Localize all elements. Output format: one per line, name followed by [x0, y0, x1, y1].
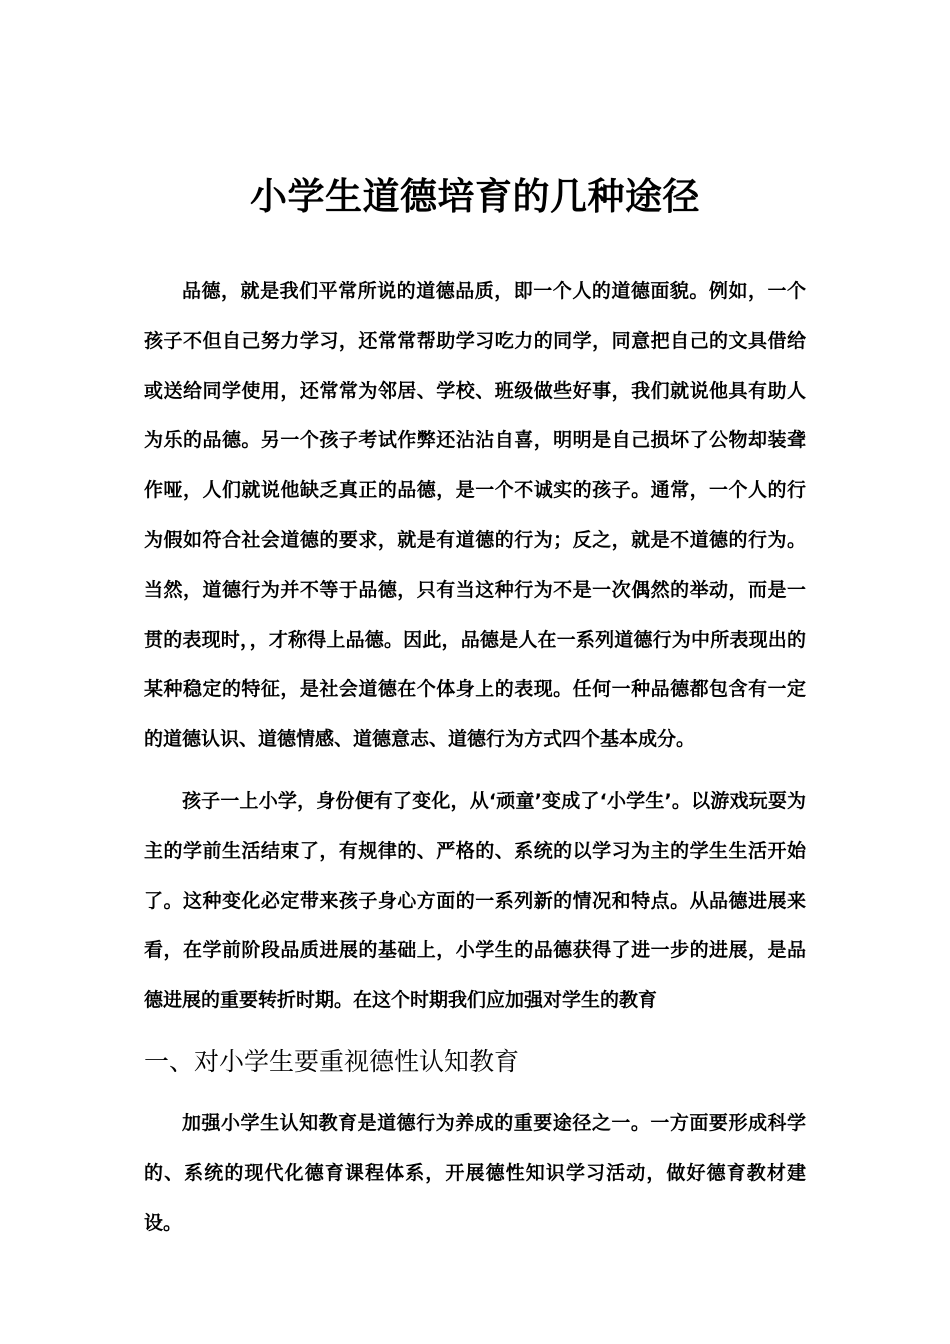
body-paragraph-2: 孩子一上小学，身份便有了变化，从‘顽童’变成了‘小学生’。以游戏玩耍为主的学前生活结束了，有规律的、严格的、系统的以学习为主的学生生活开始了。这种变化必定带来孩子身心方面的一系列新的情况和特点。从品德进展来看，在学前阶段品质进展的基础上，小学生的品德获得了进一步的进展，是品德进展的重要转折时期。在这个时期我们应加强对学生的教育 [144, 790, 806, 1012]
document-title: 小学生道德培育的几种途径 [250, 174, 700, 218]
body-paragraph-1: 品德，就是我们平常所说的道德品质，即一个人的道德面貌。例如，一个孩子不但自己努力学习，还常常帮助学习吃力的同学，同意把自己的文具借给或送给同学使用，还常常为邻居、学校、班级做些好事，我们就说他具有助人为乐的品德。另一个孩子考试作弊还沾沾自喜，明明是自己损坏了公物却装聋作哑，人们就说他缺乏真正的品德，是一个不诚实的孩子。通常，一个人的行为假如符合社会道德的要求，就是有道德的行为；反之，就是不道德的行为。当然，道德行为并不等于品德，只有当这种行为不是一次偶然的举动，而是一贯的表现时，，才称得上品德。因此，品德是人在一系列道德行为中所表现出的某种稳定的特征，是社会道德在个体身上的表现。任何一种品德都包含有一定的道德认识、道德情感、道德意志、道德行为方式四个基本成分。 [144, 280, 806, 751]
section-heading: 一、对小学生要重视德性认知教育 [144, 1047, 520, 1076]
section-paragraph: 加强小学生认知教育是道德行为养成的重要途径之一。一方面要形成科学的、系统的现代化德育课程体系，开展德性知识学习活动，做好德育教材建设。 [144, 1112, 806, 1234]
